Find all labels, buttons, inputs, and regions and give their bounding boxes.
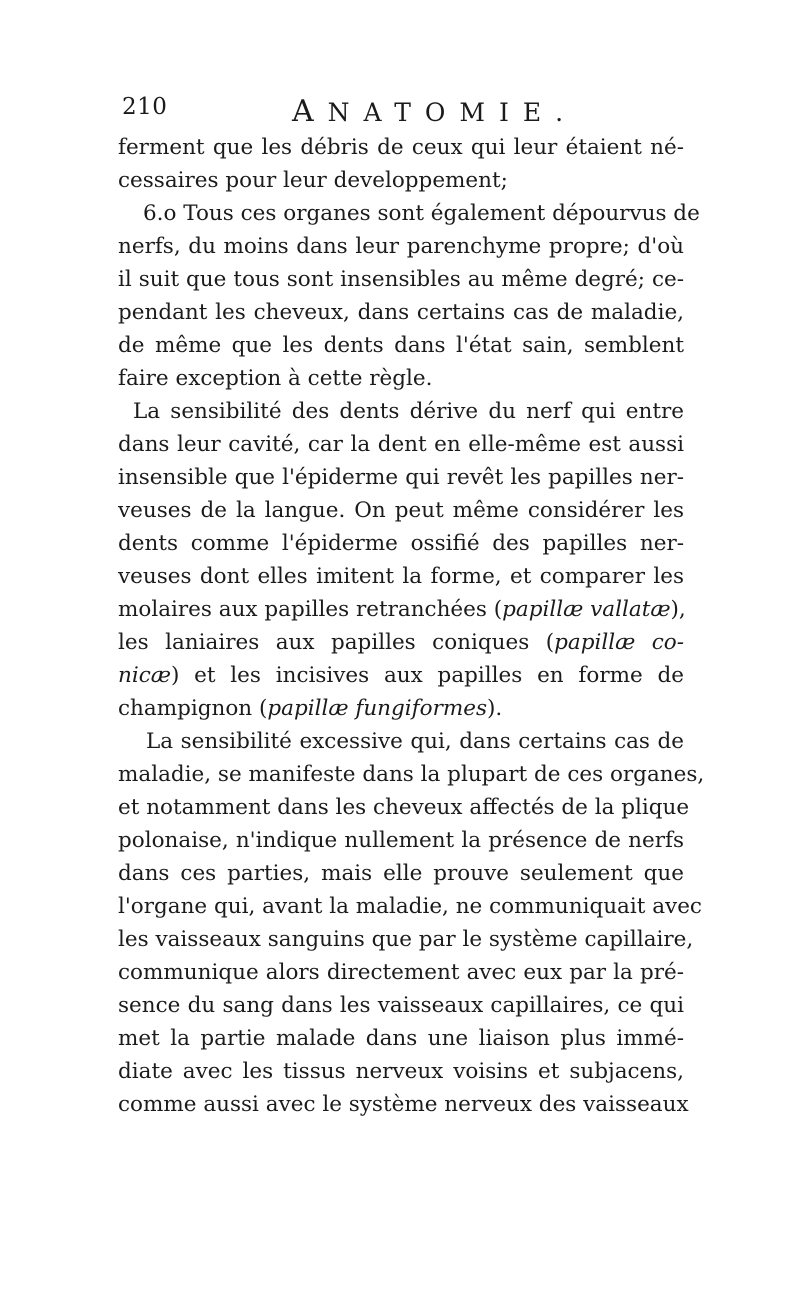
text-line: veuses dont elles imitent la forme, et comparer les [118,564,684,589]
text-line: les vaisseaux sanguins que par le système capillaire, [118,927,694,952]
latin-term: papillæ vallatæ [502,597,671,622]
running-title-rest: NATOMIE. [327,98,578,127]
body-text [118,131,705,1121]
latin-term: papillæ fungiformes [267,696,487,721]
running-title [292,94,577,129]
text-line: sence du sang dans les vaisseaux capillaires, ce qui [118,993,684,1018]
text-line: diate avec les tissus nerveux voisins et subjacens, [118,1059,684,1084]
text-line: molaires aux papilles retranchées (papillæ vallatæ), [118,597,686,622]
text-line: de même que les dents dans l'état sain, semblent [118,333,684,358]
text-line: nerfs, du moins dans leur parenchyme propre; d'où [118,234,684,259]
text-line: 6.o Tous ces organes sont également dépourvus de [143,201,700,226]
text-line: dents comme l'épiderme ossifié des papilles ner- [118,531,684,556]
latin-term: papillæ co- [554,630,685,655]
text-line: insensible que l'épiderme qui revêt les papilles ner- [118,465,684,490]
text-line: veuses de la langue. On peut même considérer les [118,498,684,523]
text-line: dans leur cavité, car la dent en elle-même est aussi [118,432,684,457]
text-line: comme aussi avec le système nerveux des vaisseaux [118,1092,689,1117]
text-line: nicæ) et les incisives aux papilles en forme de [118,663,684,688]
text-line: l'organe qui, avant la maladie, ne communiquait avec [118,894,702,919]
text-line: polonaise, n'indique nullement la présence de nerfs [118,828,684,853]
text-line: les laniaires aux papilles coniques (papillæ co- [118,630,685,655]
running-header [122,94,682,130]
text-line: met la partie malade dans une liaison plus immé- [118,1026,684,1051]
page-number: 210 [122,94,168,120]
text-line: ferment que les débris de ceux qui leur étaient né- [118,135,684,160]
latin-term: nicæ [118,663,171,688]
text-line: champignon (papillæ fungiformes). [118,696,503,721]
text-line: communique alors directement avec eux par la pré- [118,960,684,985]
text-line: La sensibilité excessive qui, dans certains cas de [146,729,684,754]
text-line: maladie, se manifeste dans la plupart de ces organes, [118,762,705,787]
text-line: cessaires pour leur developpement; [118,168,508,193]
text-line: il suit que tous sont insensibles au même degré; ce- [118,267,684,292]
text-line: et notamment dans les cheveux affectés de la plique [118,795,690,820]
text-line: dans ces parties, mais elle prouve seulement que [118,861,684,886]
text-line: La sensibilité des dents dérive du nerf qui entre [133,399,684,424]
text-line: faire exception à cette règle. [118,366,433,391]
running-title-initial: A [292,94,328,129]
text-line: pendant les cheveux, dans certains cas de maladie, [118,300,684,325]
